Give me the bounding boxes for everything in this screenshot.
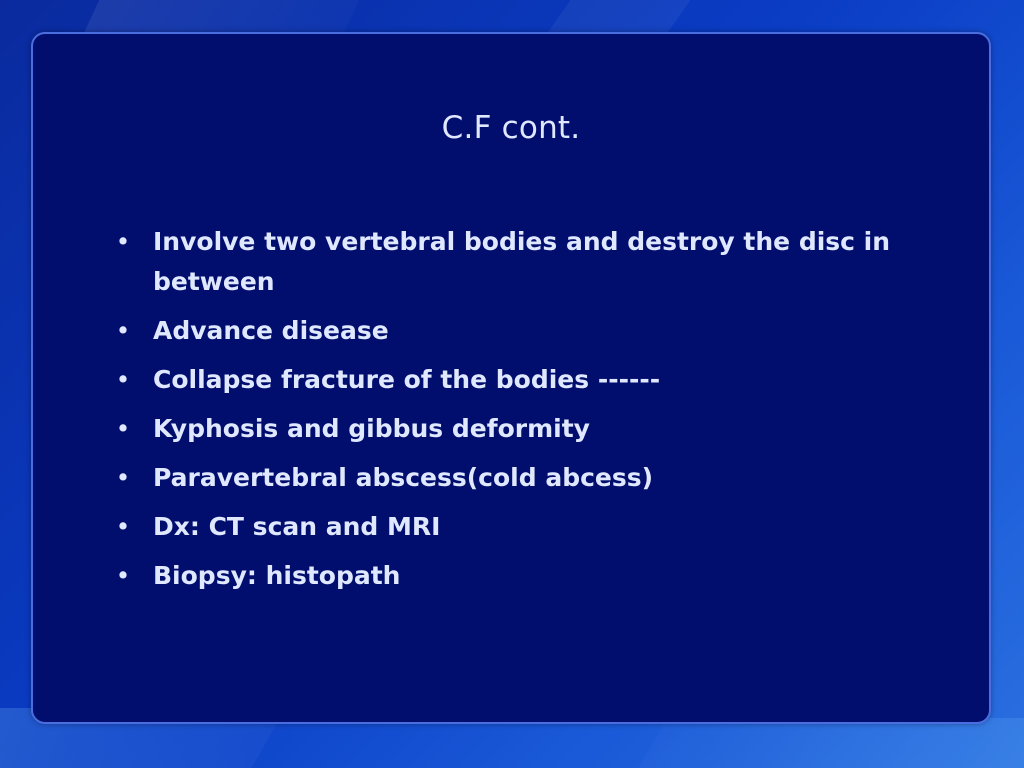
- bullet-item: [113, 360, 913, 400]
- bullet-item: [113, 222, 913, 302]
- content-panel: [31, 32, 991, 724]
- bullet-icon: •: [115, 463, 131, 492]
- bullet-text: Biopsy: histopath: [153, 561, 401, 590]
- bullet-text: Collapse fracture of the bodies ------: [153, 365, 661, 394]
- bullet-item: [113, 409, 913, 449]
- bullet-icon: •: [115, 561, 131, 590]
- bullet-text: Involve two vertebral bodies and destroy the disc in between: [153, 227, 891, 296]
- decorative-stripe: [621, 718, 1024, 768]
- bullet-text: Paravertebral abscess(cold abcess): [153, 463, 654, 492]
- bullet-item: [113, 556, 913, 596]
- bullet-text: Kyphosis and gibbus deformity: [153, 414, 590, 443]
- bullet-icon: •: [115, 512, 131, 541]
- bullet-list: [113, 222, 913, 605]
- bullet-item: [113, 458, 913, 498]
- slide-title: C.F cont.: [441, 110, 581, 146]
- bullet-icon: •: [115, 227, 131, 256]
- bullet-icon: •: [115, 365, 131, 394]
- bullet-text: Dx: CT scan and MRI: [153, 512, 441, 541]
- bullet-icon: •: [115, 414, 131, 443]
- bullet-text: Advance disease: [153, 316, 389, 345]
- bullet-item: [113, 507, 913, 547]
- bullet-icon: •: [115, 316, 131, 345]
- bullet-item: [113, 311, 913, 351]
